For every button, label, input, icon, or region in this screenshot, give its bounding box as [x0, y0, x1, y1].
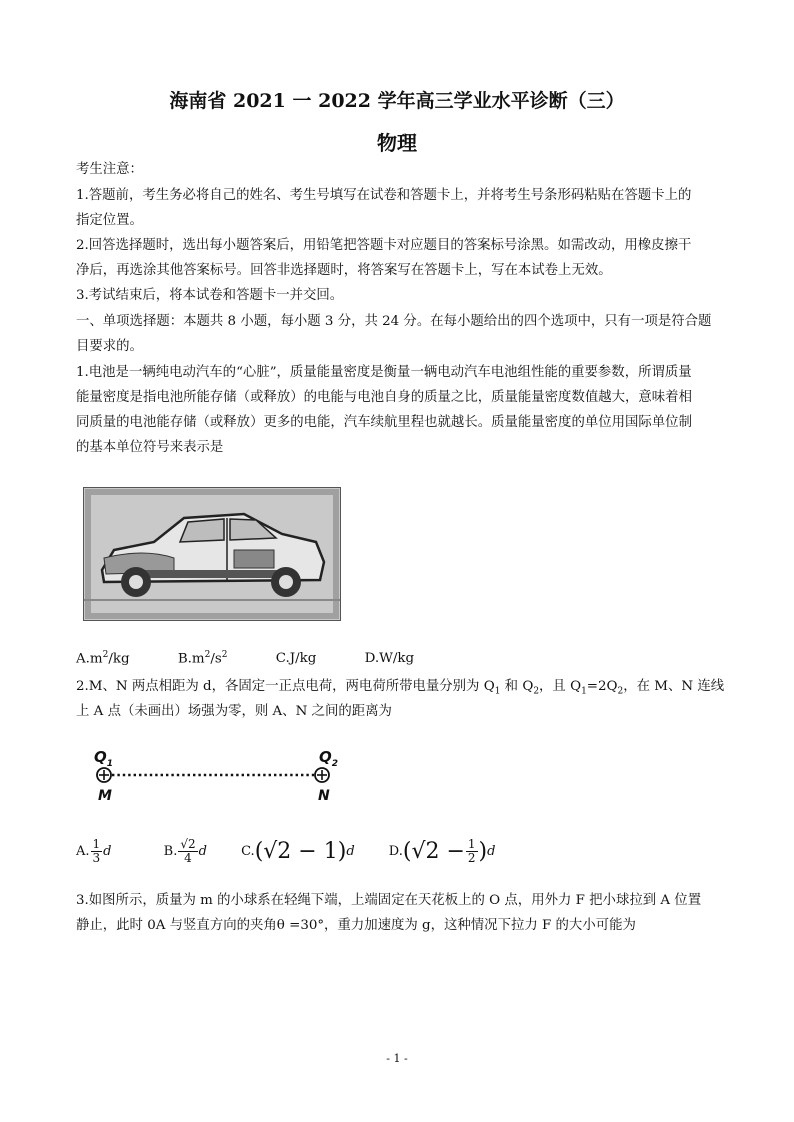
charge-q2-label: $Q_2$ — [319, 748, 339, 769]
section-heading: 目要求的。 — [76, 339, 143, 354]
q3-text: 3.如图所示，质量为 m 的小球系在轻绳下端，上端固定在天花板上的 O 点，用外力 F 把小球拉到 A 位置 — [76, 893, 702, 908]
q3-text: 静止，此时 0A 与竖直方向的夹角θ =30°，重力加速度为 g，这种情况下拉力 F 的大小可能为 — [76, 918, 636, 933]
q1-text: 的基本单位符号来表示是 — [76, 440, 224, 455]
charge-line-diagram — [90, 764, 340, 786]
point-n-label: N — [318, 788, 330, 804]
q2-option-c[interactable]: C.(√2 − 1)d — [241, 839, 355, 864]
notice-line: 净后，再选涂其他答案标号。回答非选择题时，将答案写在答题卡上，写在本试卷上无效。 — [76, 263, 612, 278]
page-number: - 1 - — [386, 1052, 408, 1065]
point-m-label: M — [98, 788, 112, 804]
notice-line: 3.考试结束后，将本试卷和答题卡一并交回。 — [76, 288, 344, 303]
q1-option-c[interactable]: C.J/kg — [275, 651, 317, 667]
section-heading: 一、单项选择题：本题共 8 小题，每小题 3 分，共 24 分。在每小题给出的四个选项中，只有一项是符合题 — [76, 314, 712, 329]
notice-line: 指定位置。 — [76, 213, 143, 228]
q2-options — [76, 838, 539, 865]
q1-option-d[interactable]: D.W/kg — [364, 651, 415, 667]
subject-title: 物理 — [377, 131, 417, 155]
q2-option-b[interactable]: B. $\frac{√2}{4}$ d — [163, 837, 207, 865]
q1-option-a[interactable]: $A.m^2/kg$ — [76, 650, 130, 667]
electric-car-photo — [83, 487, 341, 621]
charge-q1-label: $Q_1$ — [94, 748, 114, 769]
q2-option-a[interactable]: A. $\frac{1}{3}$ d — [76, 837, 112, 865]
notice-line: 1.答题前，考生务必将自己的姓名、考生号填写在试卷和答题卡上，并将考生号条形码粘贴在答题卡上的 — [76, 188, 692, 203]
q1-options — [76, 650, 458, 666]
q1-text: 1.电池是一辆纯电动汽车的“心脏”，质量能量密度是衡量一辆电动汽车电池组性能的重要参数，所谓质量 — [76, 365, 692, 380]
exam-title: 海南省 2021 一 2022 学年高三学业水平诊断（三） — [169, 90, 625, 112]
q2-text: 2.M、N 两点相距为 d，各固定一正点电荷，两电荷所带电量分别为 $Q_1$ 和 $Q_2$，且 $Q_1=2Q_2$，在 M、N 连线 — [76, 679, 725, 697]
car-cutaway-icon — [84, 488, 340, 620]
notice-heading: 考生注意： — [76, 162, 143, 177]
notice-line: 2.回答选择题时，选出每小题答案后，用铅笔把答题卡对应题目的答案标号涂黑。如需改动，用橡皮擦干 — [76, 238, 692, 253]
q1-option-b[interactable]: $B.m^2/s^2$ — [177, 650, 228, 667]
q1-text: 能量密度是指电池所能存储（或释放）的电能与电池自身的质量之比，质量能量密度数值越大，意味着相 — [76, 390, 692, 405]
q1-text: 同质量的电池能存储（或释放）更多的电能，汽车续航里程也就越长。质量能量密度的单位用国际单位制 — [76, 415, 692, 430]
q2-text: 上 A 点（未画出）场强为零，则 A、N 之间的距离为 — [76, 704, 392, 719]
q2-option-d[interactable]: D.(√2 − $\frac{1}{2}$ )d — [388, 837, 496, 865]
